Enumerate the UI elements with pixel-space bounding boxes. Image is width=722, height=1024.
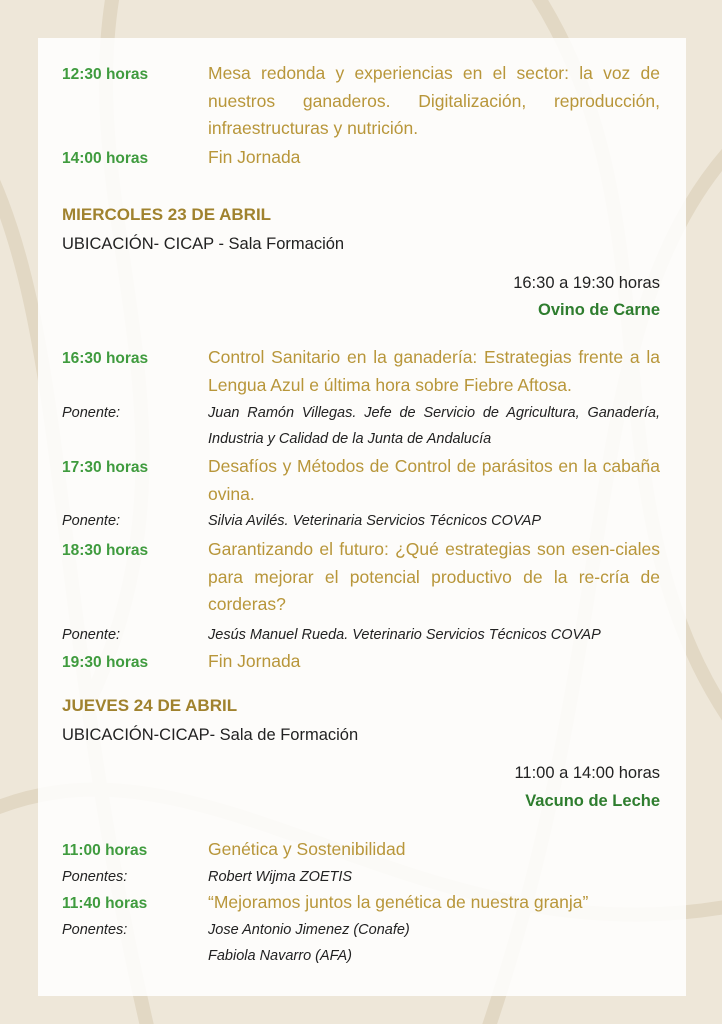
talk-title-mesa-redonda: Mesa redonda y experiencias en el sector: la voz de nuestros ganaderos. Digitalización, reproducción, infraestructuras y nutrición. [208, 63, 660, 138]
day-heading-jueves: JUEVES 24 DE ABRIL [62, 696, 238, 715]
talk-title-fin-jornada-2: Fin Jornada [208, 651, 301, 671]
talk-title-control-sanitario: Control Sanitario en la ganadería: Estrategias frente a la Lengua Azul e última hora sobre Fiebre Aftosa. [208, 347, 660, 395]
speaker-juan-ramon-villegas: Juan Ramón Villegas. Jefe de Servicio de Agricultura, Ganadería, Industria y Calidad de la Junta de Andalucía [208, 405, 660, 447]
speaker-label: Ponente: [62, 627, 121, 643]
time-range-miercoles: 16:30 a 19:30 horas [513, 274, 660, 292]
talk-title-mejoramos-juntos: “Mejoramos juntos la genética de nuestra granja” [208, 892, 589, 912]
day-heading-miercoles: MIERCOLES 23 DE ABRIL [62, 205, 272, 224]
time-1100: 11:00 horas [62, 842, 148, 859]
speakers-label: Ponentes: [62, 922, 128, 938]
speaker-jose-antonio-jimenez: Jose Antonio Jimenez (Conafe) [208, 922, 410, 938]
speaker-silvia-aviles: Silvia Avilés. Veterinaria Servicios Técnicos COVAP [208, 513, 542, 529]
speaker-fabiola-navarro: Fabiola Navarro (AFA) [208, 948, 352, 964]
species-ovino-carne: Ovino de Carne [538, 301, 660, 319]
time-1230: 12:30 horas [62, 66, 149, 83]
location-jueves: UBICACIÓN-CICAP- Sala de Formación [62, 726, 359, 744]
time-1830: 18:30 horas [62, 542, 149, 559]
talk-title-parasitos: Desafíos y Métodos de Control de parásitos en la cabaña ovina. [208, 456, 660, 504]
talk-title-fin-jornada-1: Fin Jornada [208, 147, 301, 167]
time-1140: 11:40 horas [62, 895, 148, 912]
speakers-label: Ponentes: [62, 869, 128, 885]
speaker-robert-wijma: Robert Wijma ZOETIS [208, 869, 353, 885]
time-1930: 19:30 horas [62, 654, 149, 671]
talk-title-genetica-sostenibilidad: Genética y Sostenibilidad [208, 839, 406, 859]
time-1730: 17:30 horas [62, 459, 149, 476]
species-vacuno-leche: Vacuno de Leche [525, 792, 660, 810]
time-1630: 16:30 horas [62, 350, 149, 367]
time-1400: 14:00 horas [62, 150, 149, 167]
talk-title-garantizando-futuro: Garantizando el futuro: ¿Qué estrategias son esen-ciales para mejorar el potencial productivo de la re-cría de corderas? [208, 539, 660, 614]
speaker-label: Ponente: [62, 513, 121, 529]
time-range-jueves: 11:00 a 14:00 horas [514, 764, 660, 782]
speaker-jesus-manuel-rueda: Jesús Manuel Rueda. Veterinario Servicios Técnicos COVAP [208, 627, 601, 643]
location-miercoles: UBICACIÓN- CICAP - Sala Formación [62, 235, 345, 253]
speaker-label: Ponente: [62, 405, 121, 421]
